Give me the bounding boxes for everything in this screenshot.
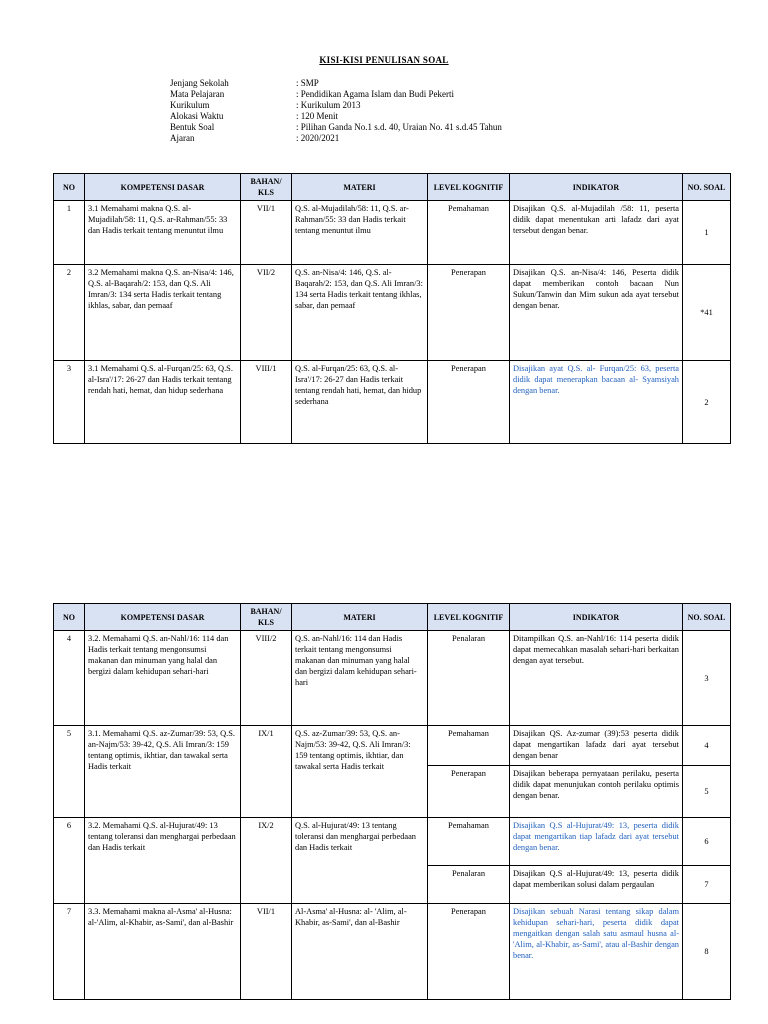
cell-bahan: VIII/1: [241, 361, 292, 444]
cell-kompetensi: 3.2. Memahami Q.S. al-Hujurat/49: 13 tentang toleransi dan menghargai perbedaan dan Hadis terkait: [85, 818, 241, 904]
cell-level: Penalaran: [428, 866, 510, 904]
header-no: NO: [54, 174, 85, 201]
cell-bahan: IX/2: [241, 818, 292, 904]
header-no: NO: [54, 604, 85, 631]
table-row: [54, 818, 731, 866]
cell-indikator: Disajikan sebuah Narasi tentang sikap dalam kehidupan sehari-hari, peserta didik dapat mengaitkan dengan salah satu asmaul husna al-'Alim, al-Khabir, as-Sami', atau al-Bashir dengan benar.: [510, 904, 683, 1000]
header-kompetensi: KOMPETENSI DASAR: [85, 174, 241, 201]
table-row: [54, 904, 731, 1000]
meta-row: [170, 111, 502, 122]
header-bahan: BAHAN/ KLS: [241, 174, 292, 201]
cell-indikator: Disajikan Q.S. al-Mujadilah /58: 11, peserta didik dapat menentukan arti lafadz dari ayat tersebut dengan benar.: [510, 201, 683, 265]
kisi-table-1: [53, 173, 731, 444]
cell-no-soal: 8: [683, 904, 731, 1000]
cell-indikator: Disajikan QS. Az-zumar (39):53 peserta didik dapat mengartikan lafadz dari ayat tersebut dengan benar: [510, 726, 683, 766]
meta-row: [170, 100, 502, 111]
header-materi: MATERI: [292, 604, 428, 631]
cell-no: 7: [54, 904, 85, 1000]
meta-row: [170, 89, 502, 100]
cell-level: Penerapan: [428, 265, 510, 361]
cell-no-soal: *41: [683, 265, 731, 361]
table-row: [54, 631, 731, 726]
cell-no-soal: 4: [683, 726, 731, 766]
header-level: LEVEL KOGNITIF: [428, 604, 510, 631]
table-row: [54, 361, 731, 444]
cell-indikator: Disajikan beberapa pernyataan perilaku, peserta didik dapat menunjukan contoh perilaku optimis dengan benar.: [510, 766, 683, 818]
cell-bahan: VII/1: [241, 904, 292, 1000]
cell-kompetensi: 3.1 Memahami Q.S. al-Furqan/25: 63, Q.S. al-Isra'/17: 26-27 dan Hadis terkait tentang rendah hati, hemat, dan hidup sederhana: [85, 361, 241, 444]
cell-no: 5: [54, 726, 85, 818]
meta-label: Bentuk Soal: [170, 122, 215, 132]
meta-row: [170, 78, 502, 89]
cell-kompetensi: 3.2 Memahami makna Q.S. an-Nisa/4: 146, Q.S. al-Baqarah/2: 153, dan Q.S. Ali Imran/3: 134 serta Hadis terkait tentang ikhlas, sabar, dan pemaaf: [85, 265, 241, 361]
cell-materi: Q.S. an-Nisa/4: 146, Q.S. al-Baqarah/2: 153, dan Q.S. Ali Imran/3: 134 serta Hadis terkait tentang ikhlas, sabar, dan pemaaf: [292, 265, 428, 361]
meta-label: Ajaran: [170, 133, 195, 143]
cell-materi: Q.S. az-Zumar/39: 53, Q.S. an-Najm/53: 39-42, Q.S. Ali Imran/3: 159 tentang optimis, ikhtiar, dan tawakal serta Hadis terkait: [292, 726, 428, 818]
cell-no-soal: 6: [683, 818, 731, 866]
cell-level: Pemahaman: [428, 726, 510, 766]
table-row: [54, 726, 731, 766]
cell-bahan: VIII/2: [241, 631, 292, 726]
cell-indikator: Disajikan ayat Q.S. al- Furqan/25: 63, peserta didik dapat menerapkan bacaan al- Syamsiyah dengan benar.: [510, 361, 683, 444]
meta-value: : SMP: [296, 78, 319, 88]
cell-no-soal: 1: [683, 201, 731, 265]
cell-kompetensi: 3.1 Memahami makna Q.S. al-Mujadilah/58: 11, Q.S. ar-Rahman/55: 33 dan Hadis terkait tentang menuntut ilmu: [85, 201, 241, 265]
cell-materi: Q.S. al-Mujadilah/58: 11, Q.S. ar-Rahman/55: 33 dan Hadis terkait tentang menuntut ilmu: [292, 201, 428, 265]
cell-no-soal: 3: [683, 631, 731, 726]
cell-level: Pemahaman: [428, 201, 510, 265]
cell-materi: Q.S. al-Hujurat/49: 13 tentang toleransi dan menghargai perbedaan dan Hadis terkait: [292, 818, 428, 904]
cell-bahan: VII/2: [241, 265, 292, 361]
cell-bahan: IX/1: [241, 726, 292, 818]
header-row: [54, 604, 731, 631]
meta-label: Alokasi Waktu: [170, 111, 224, 121]
table-row: [54, 265, 731, 361]
cell-bahan: VII/1: [241, 201, 292, 265]
cell-kompetensi: 3.3. Memahami makna al-Asma' al-Husna: al-'Alim, al-Khabir, as-Sami', dan al-Bashir: [85, 904, 241, 1000]
meta-value: : Pilihan Ganda No.1 s.d. 40, Uraian No. 41 s.d.45 Tahun: [296, 122, 502, 132]
header-indikator: INDIKATOR: [510, 174, 683, 201]
document-title: KISI-KISI PENULISAN SOAL: [319, 55, 449, 65]
cell-indikator: Disajikan Q.S. an-Nisa/4: 146, Peserta didik dapat memberikan contoh bacaan Nun Sukun/Tanwin dan Mim sukun ada ayat tersebut dengan benar.: [510, 265, 683, 361]
cell-no-soal: 7: [683, 866, 731, 904]
meta-value: : 120 Menit: [296, 111, 338, 121]
header-bahan: BAHAN/ KLS: [241, 604, 292, 631]
cell-no-soal: 2: [683, 361, 731, 444]
header-level: LEVEL KOGNITIF: [428, 174, 510, 201]
cell-level: Penerapan: [428, 361, 510, 444]
cell-level: Penerapan: [428, 904, 510, 1000]
header-kompetensi: KOMPETENSI DASAR: [85, 604, 241, 631]
cell-no: 1: [54, 201, 85, 265]
cell-kompetensi: 3.2. Memahami Q.S. an-Nahl/16: 114 dan Hadis terkait tentang mengonsumsi makanan dan minuman yang halal dan bergizi dalam kehidupan sehari-hari: [85, 631, 241, 726]
cell-level: Pemahaman: [428, 818, 510, 866]
cell-no: 2: [54, 265, 85, 361]
meta-row: [170, 133, 502, 144]
meta-block: [170, 78, 502, 144]
cell-indikator: Disajikan Q.S al-Hujurat/49: 13, peserta didik dapat memberikan solusi dalam pergaulan: [510, 866, 683, 904]
cell-materi: Q.S. al-Furqan/25: 63, Q.S. al-Isra'/17: 26-27 dan Hadis terkait tentang rendah hati, hemat, dan hidup sederhana: [292, 361, 428, 444]
header-materi: MATERI: [292, 174, 428, 201]
cell-no: 4: [54, 631, 85, 726]
cell-indikator: Ditampilkan Q.S. an-Nahl/16: 114 peserta didik dapat memecahkan masalah sehari-hari berkaitan dengan ayat tersebut.: [510, 631, 683, 726]
header-no-soal: NO. SOAL: [683, 174, 731, 201]
table-row: [54, 201, 731, 265]
header-indikator: INDIKATOR: [510, 604, 683, 631]
meta-value: : Pendidikan Agama Islam dan Budi Pekerti: [296, 89, 454, 99]
cell-level: Penerapan: [428, 766, 510, 818]
header-row: [54, 174, 731, 201]
cell-no-soal: 5: [683, 766, 731, 818]
meta-row: [170, 122, 502, 133]
meta-value: : Kurikulum 2013: [296, 100, 361, 110]
header-no-soal: NO. SOAL: [683, 604, 731, 631]
cell-level: Penalaran: [428, 631, 510, 726]
cell-kompetensi: 3.1. Memahami Q.S. az-Zumar/39: 53, Q.S. an-Najm/53: 39-42, Q.S. Ali Imran/3: 159 tentang optimis, ikhtiar, dan tawakal serta Hadis terkait: [85, 726, 241, 818]
cell-indikator: Disajikan Q.S al-Hujurat/49: 13, peserta didik dapat mengartikan tiap lafadz dari ayat tersebut dengan benar.: [510, 818, 683, 866]
cell-no: 6: [54, 818, 85, 904]
kisi-table-2: [53, 603, 731, 1000]
cell-no: 3: [54, 361, 85, 444]
cell-materi: Al-Asma' al-Husna: al- 'Alim, al-Khabir, as-Sami', dan al-Bashir: [292, 904, 428, 1000]
meta-label: Kurikulum: [170, 100, 210, 110]
cell-materi: Q.S. an-Nahl/16: 114 dan Hadis terkait tentang mengonsumsi makanan dan minuman yang halal dan bergizi dalam kehidupan sehari-hari: [292, 631, 428, 726]
meta-label: Jenjang Sekolah: [170, 78, 229, 88]
meta-value: : 2020/2021: [296, 133, 340, 143]
meta-label: Mata Pelajaran: [170, 89, 225, 99]
